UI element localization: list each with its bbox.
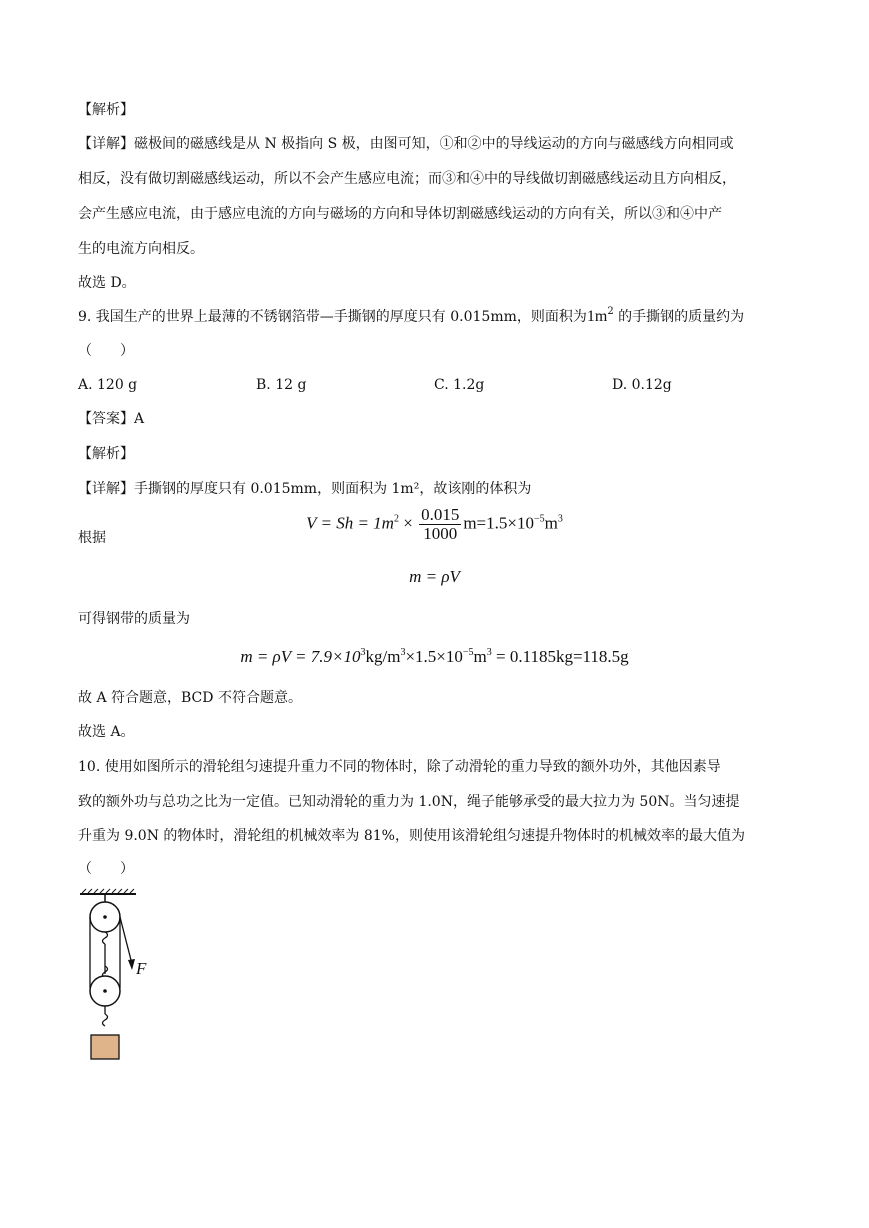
q9-xiangjie: 【详解】手撕钢的厚度只有 0.015mm，则面积为 1m²，故该刚的体积为 — [78, 481, 532, 497]
q9-stem: 9. 我国生产的世界上最薄的不锈钢箔带—手撕钢的厚度只有 0.015mm，则面积为$1m^2$ 的手撕钢的质量约为 — [78, 306, 745, 325]
eq3-exp-4: 3 — [486, 647, 492, 658]
eq3-part-b: kg/m — [365, 647, 401, 666]
q9-conclusion: 故 A 符合题意，BCD 不符合题意。 — [78, 690, 302, 706]
load-block — [91, 1035, 119, 1059]
q9-paren: （ ） — [78, 343, 134, 359]
eq3-exp-2: 3 — [400, 647, 406, 658]
eq1-exponent: −5 — [533, 513, 545, 525]
q8-xiangjie-line-4: 生的电流方向相反。 — [78, 241, 204, 257]
eq1-unit: m — [544, 513, 558, 533]
eq3-exp-3: −5 — [462, 647, 474, 658]
q8-jiexi: 【解析】 — [78, 102, 134, 118]
q9-stem-text-b: 的手撕钢的质量约为 — [618, 309, 745, 325]
q9-equation-mass — [0, 645, 869, 669]
q9-option-d: D. 0.12g — [612, 377, 672, 393]
eq3-part-c: ×1.5×10 — [405, 647, 463, 666]
q9-choice: 故选 A。 — [78, 724, 135, 740]
q10-paren: （ ） — [78, 861, 134, 877]
q9-equation-mass-formula: m = ρV — [409, 567, 460, 586]
q9-jiexi: 【解析】 — [78, 446, 134, 462]
eq3-part-f: = 0.1185kg=118.5g — [491, 647, 629, 666]
q10-stem-line-3: 升重为 9.0N 的物体时，滑轮组的机械效率为 81%，则使用该滑轮组匀速提升物体时的机械效率的最大值为 — [78, 828, 745, 844]
q9-stem-text-a: 9. 我国生产的世界上最薄的不锈钢箔带—手撕钢的厚度只有 0.015mm，则面积为 — [78, 309, 587, 325]
eq1-fraction — [419, 506, 461, 543]
q9-answer: 【答案】A — [78, 411, 145, 427]
eq1-rhs: m=1.5×10 — [463, 513, 534, 533]
eq1-lhs: V = Sh = 1m — [306, 513, 394, 533]
q9-option-a: A. 120 g — [78, 377, 138, 393]
q8-xiangjie-line-3: 会产生感应电流，由于感应电流的方向与磁场的方向和导体切割磁感线运动的方向有关，所以③和④中产 — [78, 206, 722, 222]
q8-choice: 故选 D。 — [78, 275, 136, 291]
q9-option-b: B. 12 g — [256, 377, 307, 393]
q9-stem-unit: 1m — [586, 308, 608, 325]
q10-stem-line-1: 10. 使用如图所示的滑轮组匀速提升重力不同的物体时，除了动滑轮的重力导致的额外功外，其他因素导 — [78, 759, 721, 775]
eq1-numerator: 0.015 — [421, 505, 460, 524]
force-label: F — [136, 959, 147, 978]
q9-equation-volume: $V = Sh = 1m^2$ × $\frac{0.015}{1000}$ $m=1.5\times 10^{-5}m^3$ — [306, 505, 563, 543]
q10-stem-line-2: 致的额外功与总功之比为一定值。已知动滑轮的重力为 1.0N，绳子能够承受的最大拉力为 50N。当匀速提 — [78, 794, 740, 810]
eq3-part-d: m — [473, 647, 487, 666]
eq3-exp-1: 3 — [360, 647, 366, 658]
eq3-part-a: m = ρV = 7.9×10 — [240, 647, 361, 666]
eq1-times: × — [403, 513, 413, 533]
eq1-denominator: 1000 — [423, 524, 458, 543]
pulley-diagram — [78, 888, 158, 1066]
q9-kede: 可得钢带的质量为 — [78, 611, 190, 627]
q9-genju: 根据 — [78, 530, 106, 546]
q8-xiangjie-line-1: 【详解】磁极间的磁感线是从 N 极指向 S 极，由图可知，①和②中的导线运动的方向与磁感线方向相同或 — [78, 136, 734, 152]
q9-option-c: C. 1.2g — [434, 377, 485, 393]
q8-xiangjie-line-2: 相反，没有做切割磁感线运动，所以不会产生感应电流；而③和④中的导线做切割磁感线运动且方向相反， — [78, 171, 736, 187]
